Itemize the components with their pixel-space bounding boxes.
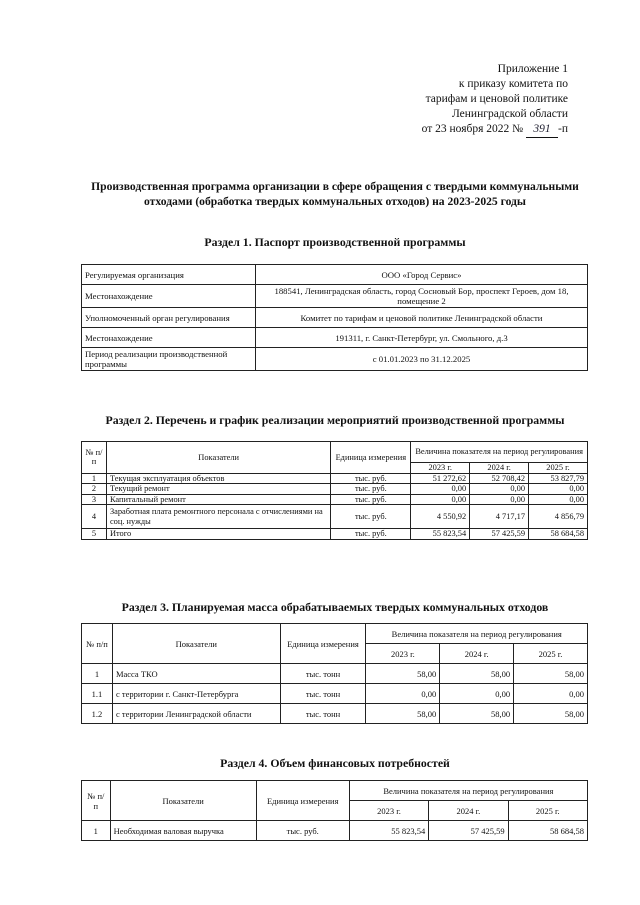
- appendix-label: Приложение 1: [497, 63, 568, 75]
- passport-value: с 01.01.2023 по 31.12.2025: [256, 348, 588, 371]
- row-unit: тыс. руб.: [331, 484, 411, 495]
- row-value-2024: 0,00: [470, 494, 529, 505]
- row-indicator: Текущий ремонт: [106, 484, 330, 495]
- passport-label: Местонахождение: [82, 328, 256, 348]
- col-year-2023: 2023 г.: [411, 463, 470, 474]
- col-group: Величина показателя на период регулирования: [349, 781, 587, 801]
- row-value-2025: 53 827,79: [529, 473, 588, 484]
- row-indicator: с территории г. Санкт-Петербурга: [112, 684, 280, 704]
- row-number: 4: [82, 505, 107, 529]
- passport-row: [82, 328, 588, 348]
- col-num: № п/п: [82, 624, 113, 664]
- col-year-2024: 2024 г.: [440, 644, 514, 664]
- section-1-heading: Раздел 1. Паспорт производственной программы: [204, 235, 466, 249]
- order-suffix: -п: [558, 123, 568, 135]
- row-unit: тыс. руб.: [331, 494, 411, 505]
- finance-table: [81, 780, 588, 841]
- row-indicator: Капитальный ремонт: [106, 494, 330, 505]
- col-year-2023: 2023 г.: [349, 801, 428, 821]
- table-row: [82, 473, 588, 484]
- row-value-2024: 58,00: [440, 704, 514, 724]
- col-num: № п/п: [82, 781, 111, 821]
- order-ref-line: к приказу комитета по: [458, 78, 568, 90]
- passport-label: Регулируемая организация: [82, 265, 256, 285]
- order-date: от 23 ноября 2022: [421, 123, 510, 135]
- col-year-2025: 2025 г.: [529, 463, 588, 474]
- row-value-2024: 57 425,59: [429, 821, 508, 841]
- table-row: [82, 821, 588, 841]
- row-value-2025: 0,00: [529, 494, 588, 505]
- row-number: 1.2: [82, 704, 113, 724]
- passport-row: [82, 285, 588, 308]
- table-row: [82, 484, 588, 495]
- col-year-2023: 2023 г.: [366, 644, 440, 664]
- row-value-2025: 58,00: [514, 664, 588, 684]
- activities-table: [81, 441, 588, 540]
- col-year-2025: 2025 г.: [514, 644, 588, 664]
- row-unit: тыс. тонн: [280, 684, 366, 704]
- row-value-2025: 4 856,79: [529, 505, 588, 529]
- row-unit: тыс. руб.: [331, 505, 411, 529]
- passport-label: Период реализации производственной программы: [82, 348, 256, 371]
- row-indicator: Итого: [106, 529, 330, 540]
- row-value-2023: 58,00: [366, 704, 440, 724]
- row-value-2023: 0,00: [366, 684, 440, 704]
- row-value-2023: 0,00: [411, 494, 470, 505]
- order-date-line: [368, 122, 568, 138]
- row-value-2023: 0,00: [411, 484, 470, 495]
- mass-table: [81, 623, 588, 724]
- row-value-2023: 55 823,54: [411, 529, 470, 540]
- passport-row: [82, 265, 588, 285]
- section-2-heading: Раздел 2. Перечень и график реализации мероприятий производственной программы: [105, 413, 565, 427]
- passport-table: [81, 264, 588, 371]
- table-row: [82, 505, 588, 529]
- row-number: 2: [82, 484, 107, 495]
- row-value-2024: 52 708,42: [470, 473, 529, 484]
- section-3-heading: Раздел 3. Планируемая масса обрабатываемых твердых коммунальных отходов: [121, 600, 549, 614]
- row-value-2024: 4 717,17: [470, 505, 529, 529]
- col-group: Величина показателя на период регулирования: [366, 624, 588, 644]
- col-group: Величина показателя на период регулирования: [411, 442, 588, 463]
- row-value-2023: 51 272,62: [411, 473, 470, 484]
- row-number: 1: [82, 821, 111, 841]
- row-value-2024: 58,00: [440, 664, 514, 684]
- number-sign: №: [512, 123, 524, 135]
- col-indicator: Показатели: [110, 781, 256, 821]
- row-value-2023: 58,00: [366, 664, 440, 684]
- row-value-2023: 4 550,92: [411, 505, 470, 529]
- document-title: [70, 179, 600, 209]
- passport-row: [82, 348, 588, 371]
- title-line-2: отходами (обработка твердых коммунальных отходов) на 2023-2025 годы: [144, 195, 526, 208]
- title-line-1: Производственная программа организации в сфере обращения с твердыми коммунальными: [91, 180, 579, 193]
- passport-value: ООО «Город Сервис»: [256, 265, 588, 285]
- table-row: [82, 684, 588, 704]
- col-year-2024: 2024 г.: [429, 801, 508, 821]
- row-value-2025: 58,00: [514, 704, 588, 724]
- table-row: [82, 664, 588, 684]
- col-unit: Единица измерения: [331, 442, 411, 474]
- passport-row: [82, 308, 588, 328]
- row-value-2024: 0,00: [470, 484, 529, 495]
- row-unit: тыс. тонн: [280, 664, 366, 684]
- passport-value: 191311, г. Санкт-Петербург, ул. Смольного, д.3: [256, 328, 588, 348]
- col-unit: Единица измерения: [280, 624, 366, 664]
- row-indicator: Необходимая валовая выручка: [110, 821, 256, 841]
- col-indicator: Показатели: [106, 442, 330, 474]
- order-number: 391: [526, 122, 558, 138]
- col-year-2025: 2025 г.: [508, 801, 587, 821]
- section-4-heading: Раздел 4. Объем финансовых потребностей: [220, 756, 450, 770]
- row-unit: тыс. тонн: [280, 704, 366, 724]
- passport-label: Уполномоченный орган регулирования: [82, 308, 256, 328]
- row-value-2025: 58 684,58: [529, 529, 588, 540]
- row-indicator: Заработная плата ремонтного персонала с отчислениями на соц. нужды: [106, 505, 330, 529]
- table-row: [82, 529, 588, 540]
- row-value-2025: 0,00: [514, 684, 588, 704]
- row-value-2024: 0,00: [440, 684, 514, 704]
- table-row: [82, 494, 588, 505]
- row-value-2024: 57 425,59: [470, 529, 529, 540]
- row-value-2025: 0,00: [529, 484, 588, 495]
- row-number: 3: [82, 494, 107, 505]
- row-number: 1.1: [82, 684, 113, 704]
- col-year-2024: 2024 г.: [470, 463, 529, 474]
- col-indicator: Показатели: [112, 624, 280, 664]
- row-number: 1: [82, 664, 113, 684]
- col-num: № п/п: [82, 442, 107, 474]
- region-line: Ленинградской области: [451, 108, 568, 120]
- passport-label: Местонахождение: [82, 285, 256, 308]
- row-value-2023: 55 823,54: [349, 821, 428, 841]
- row-value-2025: 58 684,58: [508, 821, 587, 841]
- committee-line: тарифам и ценовой политике: [425, 93, 568, 105]
- row-indicator: с территории Ленинградской области: [112, 704, 280, 724]
- table-row: [82, 704, 588, 724]
- row-number: 5: [82, 529, 107, 540]
- row-number: 1: [82, 473, 107, 484]
- passport-value: Комитет по тарифам и ценовой политике Ленинградской области: [256, 308, 588, 328]
- row-unit: тыс. руб.: [331, 473, 411, 484]
- row-indicator: Текущая эксплуатация объектов: [106, 473, 330, 484]
- col-unit: Единица измерения: [256, 781, 349, 821]
- passport-value: 188541, Ленинградская область, город Сосновый Бор, проспект Героев, дом 18, помещение 2: [256, 285, 588, 308]
- row-unit: тыс. руб.: [256, 821, 349, 841]
- row-unit: тыс. руб.: [331, 529, 411, 540]
- row-indicator: Масса ТКО: [112, 664, 280, 684]
- order-header: [368, 62, 568, 138]
